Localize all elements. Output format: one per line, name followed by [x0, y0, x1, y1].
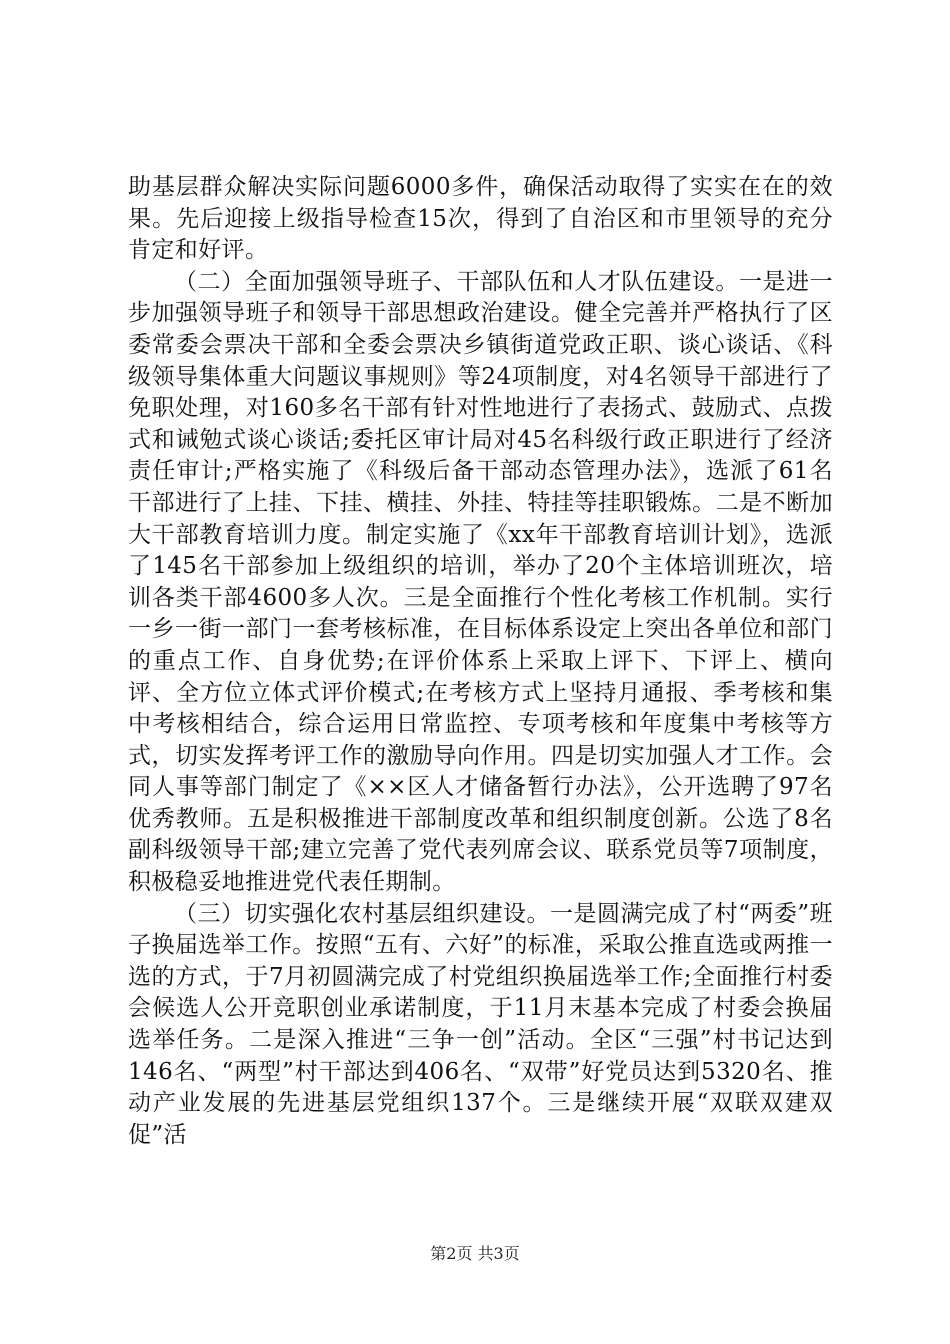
paragraph-1: 助基层群众解决实际问题6000多件，确保活动取得了实实在在的效果。先后迎接上级指导检查15次，得到了自治区和市里领导的充分肯定和好评。 [128, 174, 833, 264]
page-number-label: 第2页 共3页 [430, 1244, 520, 1263]
page-footer [0, 1244, 950, 1264]
document-body [128, 172, 833, 1151]
paragraph-2: （二）全面加强领导班子、干部队伍和人才队伍建设。一是进一步加强领导班子和领导干部思想政治建设。健全完善并严格执行了区委常委会票决干部和全委会票决乡镇街道党政正职、谈心谈话、《科级领导集体重大问题议事规则》等24项制度，对4名领导干部进行了免职处理，对160多名干部有针对性地进行了表扬式、鼓励式、点拨式和诫勉式谈心谈话;委托区审计局对45名科级行政正职进行了经济责任审计;严格实施了《科级后备干部动态管理办法》，选派了61名干部进行了上挂、下挂、横挂、外挂、特挂等挂职锻炼。二是不断加大干部教育培训力度。制定实施了《xx年干部教育培训计划》，选派了145名干部参加上级组织的培训，举办了20个主体培训班次，培训各类干部4600多人次。三是全面推行个性化考核工作机制。实行一乡一街一部门一套考核标准，在目标体系设定上突出各单位和部门的重点工作、自身优势;在评价体系上采取上评下、下评上、横向评、全方位立体式评价模式;在考核方式上坚持月通报、季考核和集中考核相结合，综合运用日常监控、专项考核和年度集中考核等方式，切实发挥考评工作的激励导向作用。四是切实加强人才工作。会同人事等部门制定了《××区人才储备暂行办法》，公开选聘了97名优秀教师。五是积极推进干部制度改革和组织制度创新。公选了8名副科级领导干部;建立完善了党代表列席会议、联系党员等7项制度，积极稳妥地推进党代表任期制。 [128, 268, 833, 896]
paragraph-3: （三）切实强化农村基层组织建设。一是圆满完成了村“两委”班子换届选举工作。按照“五有、六好”的标准，采取公推直选或两推一选的方式，于7月初圆满完成了村党组织换届选举工作;全面推行村委会候选人公开竞职创业承诺制度，于11月末基本完成了村委会换届选举任务。二是深入推进“三争一创”活动。全区“三强”村书记达到146名、“两型”村干部达到406名、“双带”好党员达到5320名、推动产业发展的先进基层党组织137个。三是继续开展“双联双建双促”活 [128, 900, 833, 1148]
